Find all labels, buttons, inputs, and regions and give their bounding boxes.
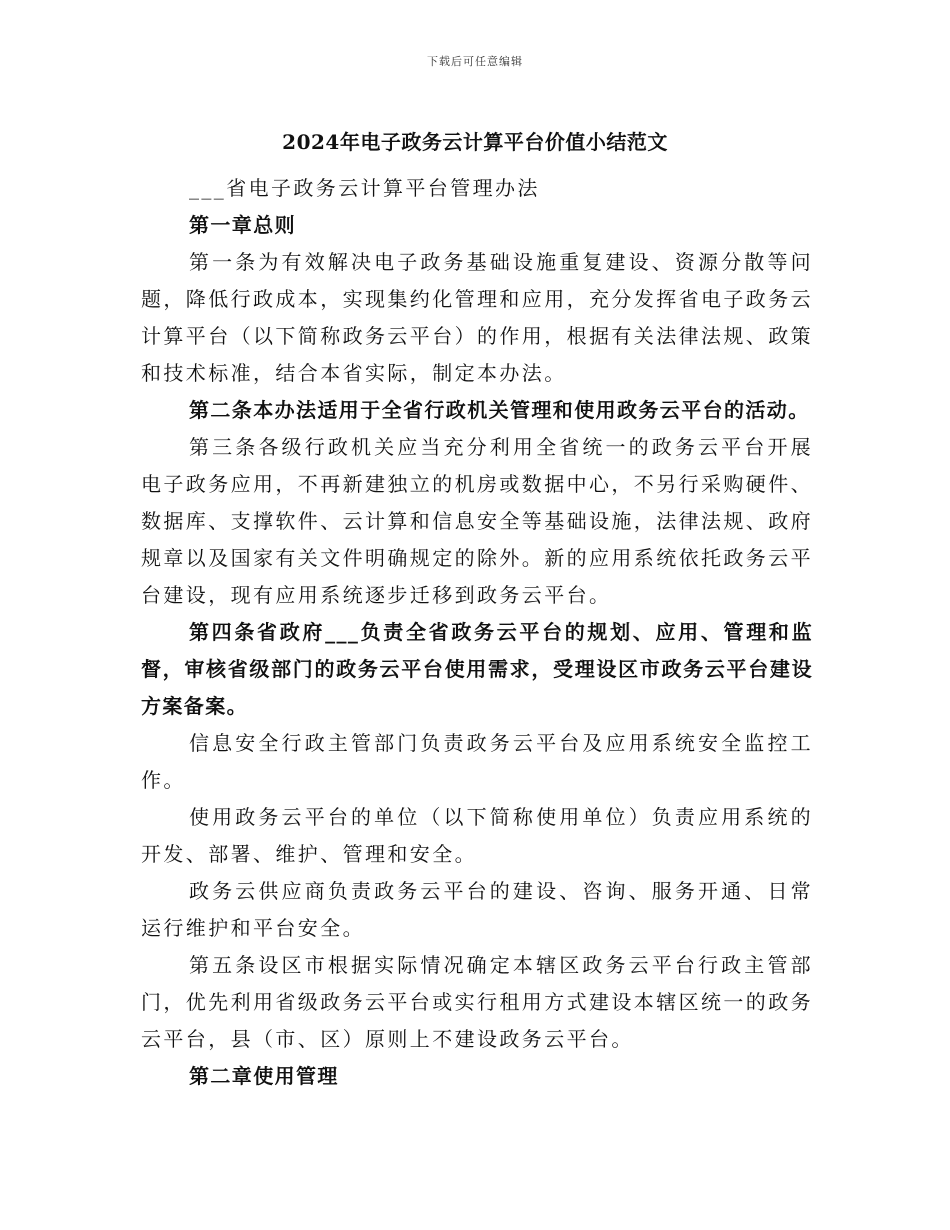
article-paragraph: 第二条本办法适用于全省行政机关管理和使用政务云平台的活动。 <box>189 398 810 422</box>
body-paragraph: 信息安全行政主管部门负责政务云平台及应用系统安全监控工作。 <box>141 731 813 792</box>
chapter-heading: 第一章总则 <box>189 213 296 237</box>
paragraph-subtitle: ___省电子政务云计算平台管理办法 <box>189 176 540 200</box>
body-paragraph: 政务云供应商负责政务云平台的建设、咨询、服务开通、日常运行维护和平台安全。 <box>141 879 813 940</box>
article-paragraph: 第一条为有效解决电子政务基础设施重复建设、资源分散等问题，降低行政成本，实现集约化管理和应用，充分发挥省电子政务云计算平台（以下简称政务云平台）的作用，根据有关法律法规、政策和技术标准，结合本省实际，制定本办法。 <box>141 250 813 385</box>
document-title: 2024年电子政务云计算平台价值小结范文 <box>282 130 668 154</box>
body-paragraph: 使用政务云平台的单位（以下简称使用单位）负责应用系统的开发、部署、维护、管理和安全。 <box>141 805 813 866</box>
document-body <box>141 170 813 1095</box>
article-paragraph: 第四条省政府___负责全省政务云平台的规划、应用、管理和监督，审核省级部门的政务云平台使用需求，受理设区市政务云平台建设方案备案。 <box>141 620 813 718</box>
header-note: 下载后可任意编辑 <box>427 55 523 68</box>
chapter-heading: 第二章使用管理 <box>189 1064 339 1088</box>
article-paragraph: 第五条设区市根据实际情况确定本辖区政务云平台行政主管部门，优先利用省级政务云平台或实行租用方式建设本辖区统一的政务云平台，县（市、区）原则上不建设政务云平台。 <box>141 953 813 1051</box>
article-paragraph: 第三条各级行政机关应当充分利用全省统一的政务云平台开展电子政务应用，不再新建独立的机房或数据中心，不另行采购硬件、数据库、支撑软件、云计算和信息安全等基础设施，法律法规、政府规章以及国家有关文件明确规定的除外。新的应用系统依托政务云平台建设，现有应用系统逐步迁移到政务云平台。 <box>141 435 813 607</box>
